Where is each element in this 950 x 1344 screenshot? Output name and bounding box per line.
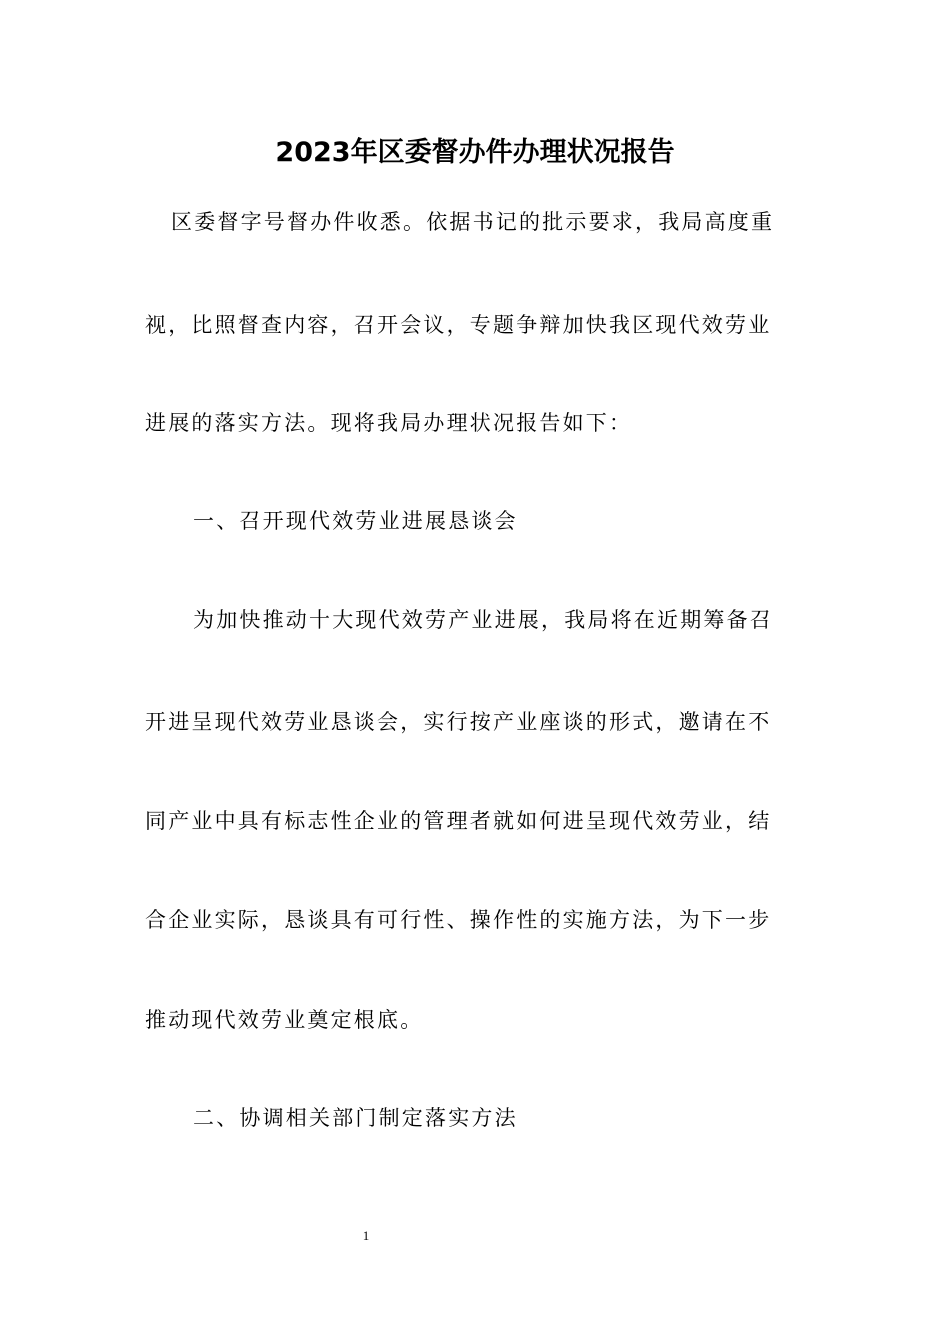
body-line-7: 合企业实际，恳谈具有可行性、操作性的实施方法，为下一步 [145,908,772,932]
page-number: 1 [362,1228,370,1243]
body-line-5: 开进呈现代效劳业恳谈会，实行按产业座谈的形式，邀请在不 [145,710,772,734]
section-heading-1: 一、召开现代效劳业进展恳谈会 [193,509,518,533]
section-heading-2: 二、协调相关部门制定落实方法 [193,1106,518,1130]
document-title: 2023年区委督办件办理状况报告 [275,137,675,168]
body-line-3: 进展的落实方法。现将我局办理状况报告如下： [145,411,633,435]
body-line-2: 视，比照督查内容，召开会议，专题争辩加快我区现代效劳业 [145,313,772,337]
body-line-8: 推动现代效劳业奠定根底。 [145,1008,424,1032]
body-line-4: 为加快推动十大现代效劳产业进展，我局将在近期筹备召 [193,608,773,632]
body-line-1: 区委督字号督办件收悉。依据书记的批示要求，我局高度重 [171,210,775,234]
body-line-6: 同产业中具有标志性企业的管理者就如何进呈现代效劳业，结 [145,809,772,833]
